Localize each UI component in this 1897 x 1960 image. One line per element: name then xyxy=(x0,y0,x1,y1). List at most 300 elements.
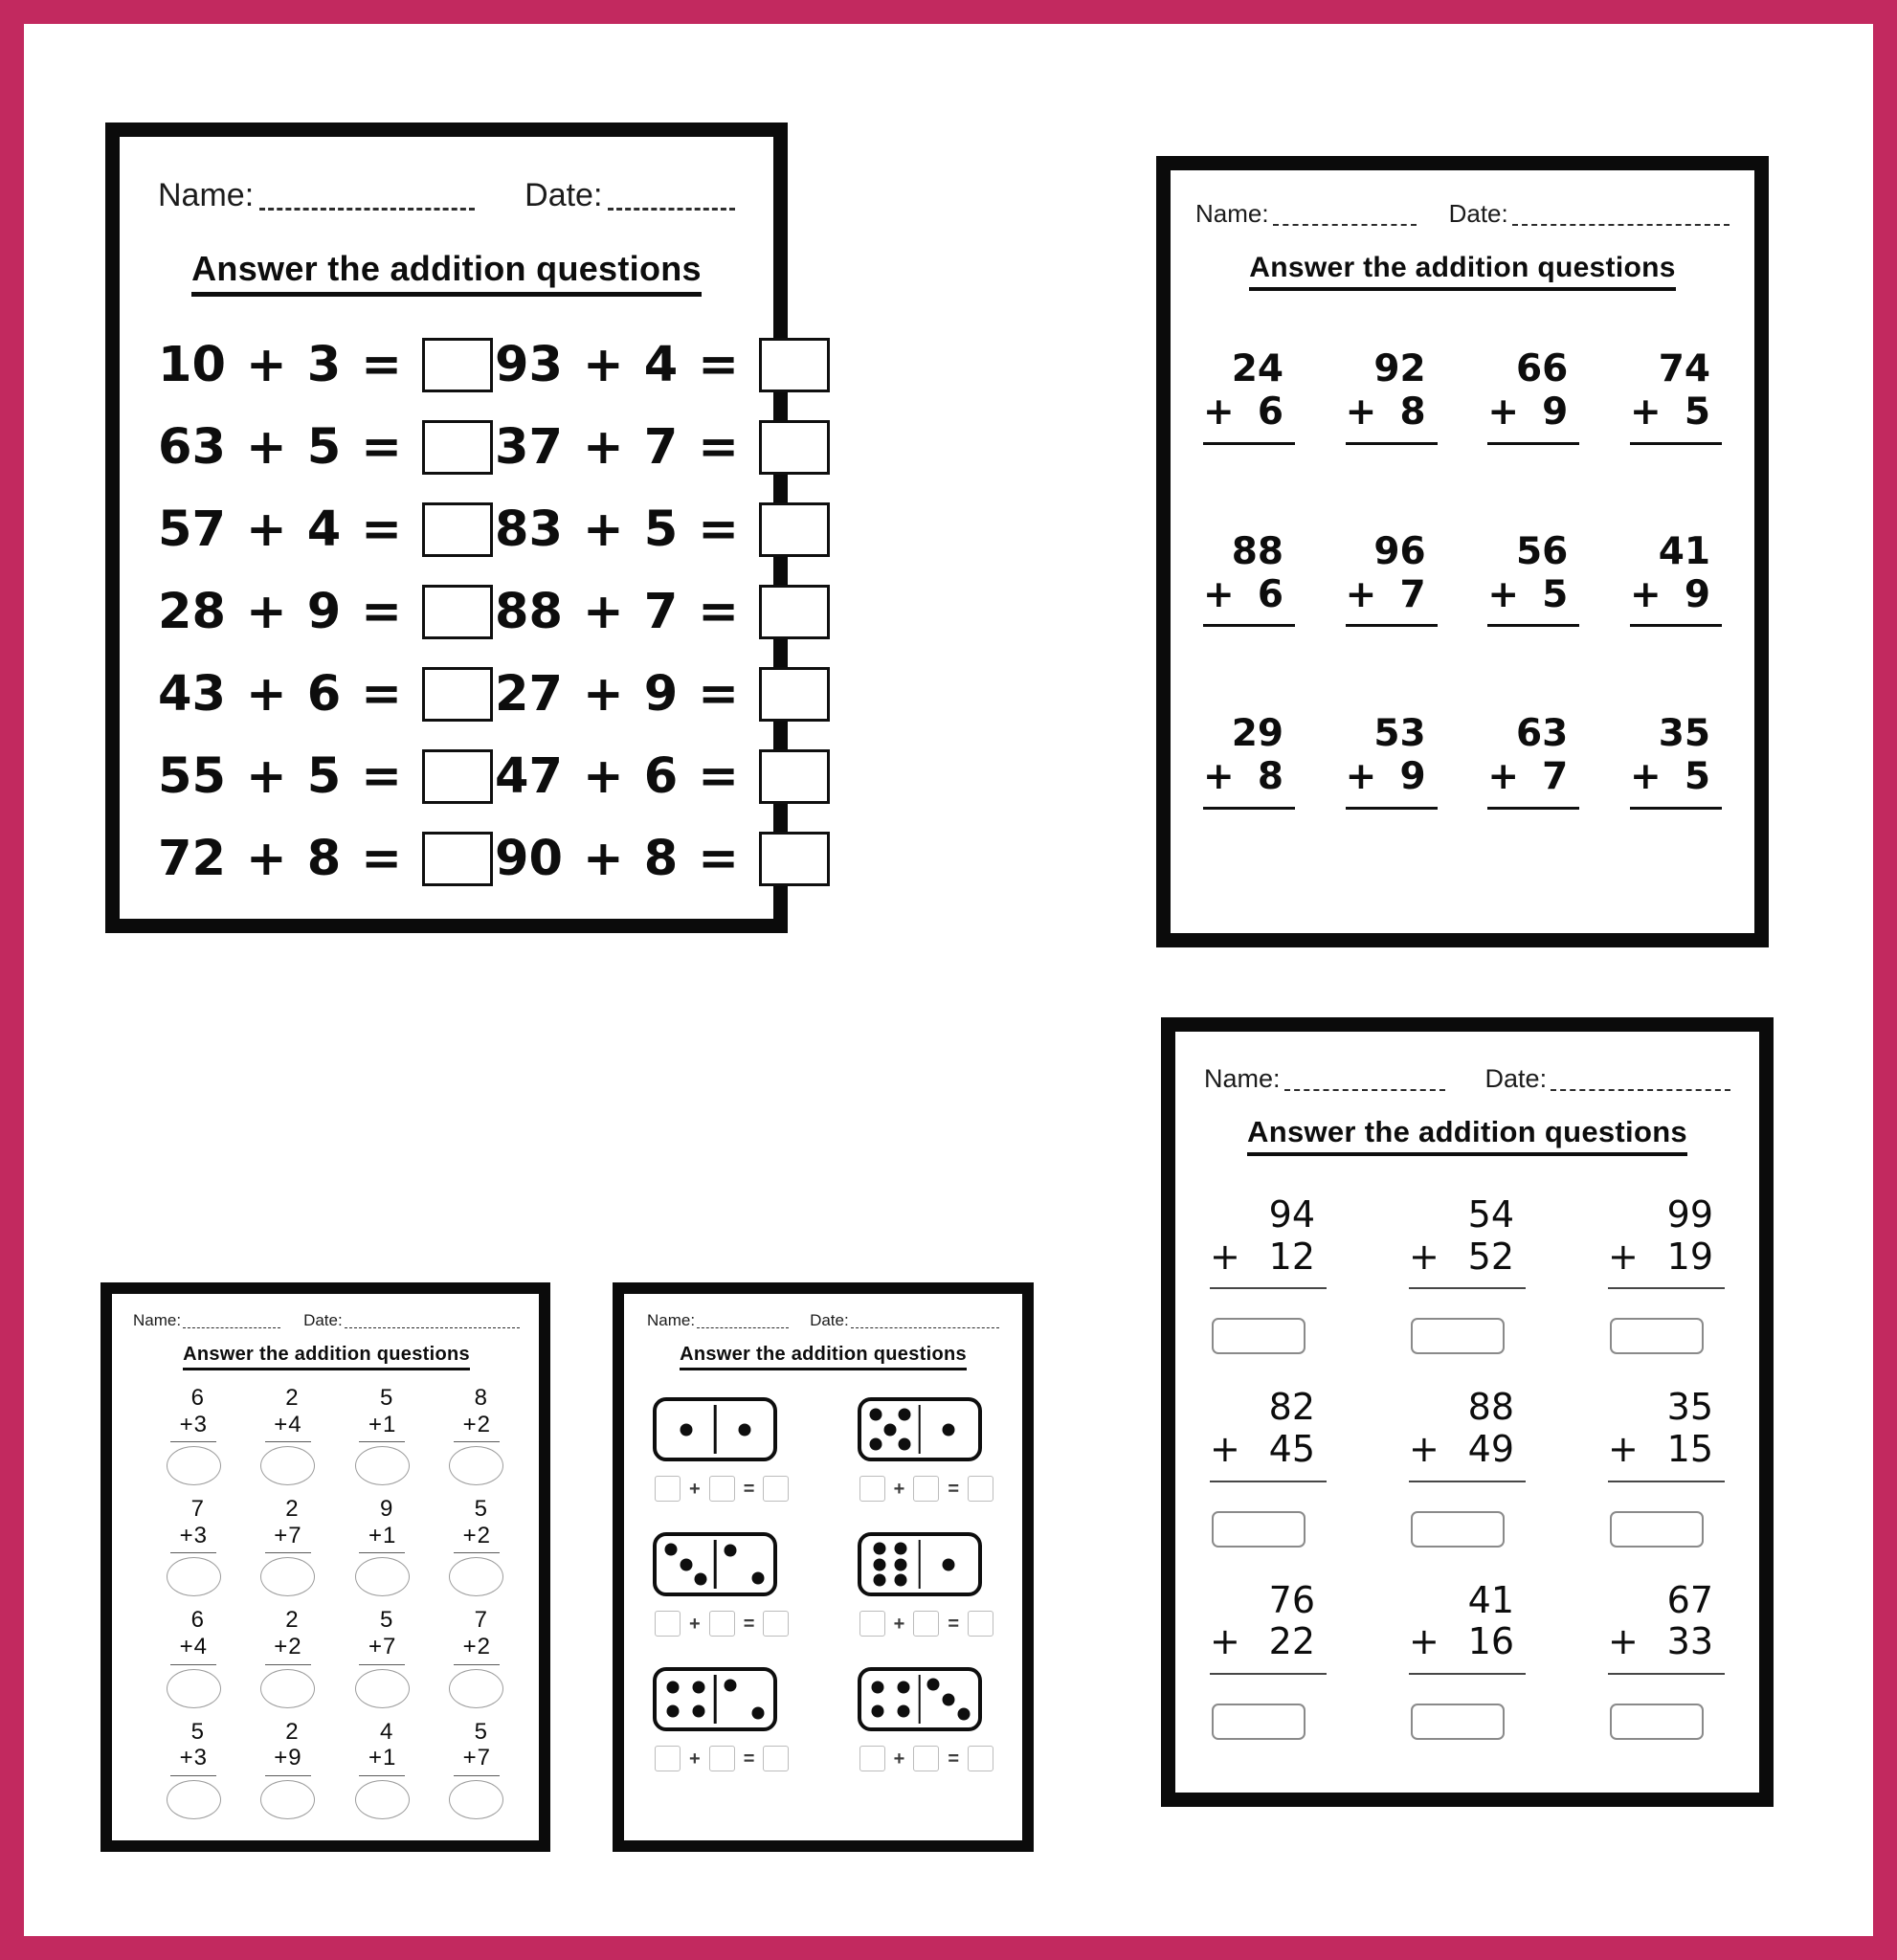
answer-box[interactable] xyxy=(759,502,830,557)
addend-row xyxy=(1210,1429,1327,1471)
addition-problem-vertical xyxy=(1203,531,1295,628)
name-line xyxy=(1273,201,1417,226)
addend-row xyxy=(1630,574,1722,617)
plus-sign: + xyxy=(245,583,287,640)
answer-box[interactable] xyxy=(763,1611,789,1637)
addition-problem-vertical xyxy=(359,1496,405,1553)
date-line xyxy=(1512,201,1730,226)
addend-row xyxy=(1346,391,1438,434)
date-line xyxy=(345,1312,520,1328)
sum-line xyxy=(454,1552,500,1553)
answer-box[interactable] xyxy=(1610,1511,1704,1548)
addend-row xyxy=(1630,756,1722,799)
name-line xyxy=(259,178,475,211)
addend-a: 24 xyxy=(1231,347,1283,390)
addition-problem-horizontal xyxy=(495,831,830,886)
addition-problem-vertical xyxy=(1630,531,1722,628)
answer-box[interactable] xyxy=(1610,1318,1704,1354)
domino-equation xyxy=(859,1476,993,1502)
addend-row xyxy=(1608,1429,1725,1471)
date-label: Date: xyxy=(303,1311,343,1329)
plus-sign: + xyxy=(1608,1620,1639,1663)
plus-sign: + xyxy=(1345,755,1377,799)
addend-b-box[interactable] xyxy=(913,1611,939,1637)
oval-problems-grid xyxy=(133,1385,520,1819)
addend-a: 5 xyxy=(190,1718,204,1745)
answer-box[interactable] xyxy=(1610,1704,1704,1740)
addend-b-box[interactable] xyxy=(709,1611,735,1637)
domino-pip xyxy=(752,1706,765,1719)
problem-cell xyxy=(166,1496,221,1596)
answer-oval[interactable] xyxy=(355,1446,410,1485)
domino-pip xyxy=(692,1681,704,1693)
domino-left-half xyxy=(861,1536,920,1592)
addition-problem-vertical xyxy=(1630,713,1722,810)
plus-sign: + xyxy=(1409,1235,1439,1278)
addend-b: 9 xyxy=(1399,755,1426,799)
equals-sign: = xyxy=(361,583,402,640)
domino-pip xyxy=(870,1437,882,1450)
addend-a: 43 xyxy=(158,665,226,723)
addition-problem-horizontal xyxy=(158,666,495,722)
addend-b: 7 xyxy=(382,1633,396,1659)
problem-cell xyxy=(449,1385,504,1485)
domino-pip xyxy=(871,1681,883,1693)
answer-box[interactable] xyxy=(1212,1511,1306,1548)
date-line xyxy=(1551,1065,1730,1091)
addend-row xyxy=(1210,1236,1327,1279)
addition-problem-vertical xyxy=(265,1719,311,1776)
domino-problems-grid xyxy=(647,1397,999,1771)
equals-sign: = xyxy=(361,747,402,805)
addend-a: 83 xyxy=(495,501,563,558)
plus-sign: + xyxy=(582,747,624,805)
answer-box[interactable] xyxy=(759,667,830,722)
plus-sign: + xyxy=(1487,755,1519,799)
answer-oval[interactable] xyxy=(449,1557,503,1596)
plus-sign: + xyxy=(1629,390,1662,434)
sum-line xyxy=(454,1664,500,1665)
sum-line xyxy=(1346,807,1438,810)
addend-a-box[interactable] xyxy=(859,1611,885,1637)
addend-row xyxy=(454,1523,500,1549)
sum-line xyxy=(1608,1287,1725,1289)
domino-left-half xyxy=(861,1401,920,1458)
addition-problem-vertical xyxy=(1409,1580,1526,1675)
addition-problem-vertical xyxy=(1487,348,1579,445)
worksheet-title: Answer the addition questions xyxy=(183,1344,470,1370)
addition-problem-horizontal xyxy=(495,337,830,392)
worksheet-title: Answer the addition questions xyxy=(191,249,702,297)
addend-a: 5 xyxy=(474,1496,487,1523)
sum-line xyxy=(1203,442,1295,445)
plus-sign: + xyxy=(582,665,624,723)
addition-problem-vertical xyxy=(1608,1580,1725,1675)
sum-line xyxy=(454,1775,500,1776)
sum-line xyxy=(265,1441,311,1442)
answer-oval[interactable] xyxy=(260,1669,315,1708)
title-row xyxy=(133,1344,520,1370)
plus-sign: + xyxy=(689,1478,701,1500)
problem-cell xyxy=(1409,1194,1526,1354)
sum-line xyxy=(1346,442,1438,445)
plus-sign: + xyxy=(1629,572,1662,616)
addend-a: 88 xyxy=(495,583,563,640)
addend-a: 7 xyxy=(474,1607,487,1634)
addend-a: 5 xyxy=(474,1718,487,1745)
plus-sign: + xyxy=(1203,572,1235,616)
domino-right-half xyxy=(920,1671,978,1727)
addend-a: 88 xyxy=(1231,529,1283,573)
addend-b: 7 xyxy=(1542,755,1569,799)
addend-row xyxy=(454,1412,500,1438)
plus-sign: + xyxy=(274,1411,288,1437)
answer-box[interactable] xyxy=(1212,1318,1306,1354)
addend-b: 3 xyxy=(193,1411,207,1437)
equals-sign: = xyxy=(743,1748,755,1770)
addition-problem-vertical xyxy=(1487,713,1579,810)
domino-pip xyxy=(667,1681,680,1693)
addend-b: 7 xyxy=(643,418,679,476)
plus-sign: + xyxy=(368,1411,382,1437)
addend-a: 8 xyxy=(474,1385,487,1411)
equals-sign: = xyxy=(948,1478,959,1500)
sum-line xyxy=(265,1552,311,1553)
sum-line xyxy=(1487,807,1579,810)
plus-sign: + xyxy=(1409,1620,1439,1663)
answer-oval[interactable] xyxy=(260,1780,315,1819)
addend-b: 2 xyxy=(477,1522,490,1548)
domino-pip xyxy=(695,1572,707,1585)
answer-oval[interactable] xyxy=(449,1446,503,1485)
sum-line xyxy=(1409,1287,1526,1289)
addend-a: 93 xyxy=(495,336,563,393)
plus-sign: + xyxy=(1487,572,1519,616)
answer-box[interactable] xyxy=(1411,1318,1505,1354)
addend-a: 6 xyxy=(190,1385,204,1411)
addend-a: 27 xyxy=(495,665,563,723)
plus-sign: + xyxy=(368,1522,382,1548)
plus-sign: + xyxy=(179,1633,193,1659)
answer-box[interactable] xyxy=(759,338,830,392)
domino-right-half xyxy=(920,1401,978,1458)
addend-b: 8 xyxy=(643,830,679,887)
addend-b: 2 xyxy=(477,1633,490,1659)
addend-b: 19 xyxy=(1666,1235,1713,1278)
domino-pip xyxy=(680,1558,692,1570)
addend-b: 5 xyxy=(1684,390,1710,434)
addend-row xyxy=(265,1634,311,1660)
addend-row xyxy=(265,1523,311,1549)
domino-right-half xyxy=(715,1401,773,1458)
answer-oval[interactable] xyxy=(355,1780,410,1819)
sum-line xyxy=(359,1441,405,1442)
addend-b-box[interactable] xyxy=(913,1746,939,1771)
worksheet-title: Answer the addition questions xyxy=(1247,1115,1687,1156)
plus-sign: + xyxy=(689,1748,701,1770)
domino-right-half xyxy=(715,1671,773,1727)
domino xyxy=(858,1397,982,1461)
domino-pip xyxy=(927,1679,940,1691)
plus-sign: + xyxy=(245,747,287,805)
addend-row xyxy=(359,1745,405,1771)
plus-sign: + xyxy=(462,1411,477,1437)
answer-box[interactable] xyxy=(422,502,493,557)
addend-a: 63 xyxy=(158,418,226,476)
problem-cell xyxy=(354,1719,410,1819)
answer-box[interactable] xyxy=(1411,1704,1505,1740)
addition-problem-vertical xyxy=(1210,1580,1327,1675)
addend-row xyxy=(359,1412,405,1438)
answer-oval[interactable] xyxy=(449,1780,503,1819)
sum-line xyxy=(359,1775,405,1776)
addend-a: 94 xyxy=(1268,1193,1315,1236)
problem-cell xyxy=(449,1496,504,1596)
name-label: Name: xyxy=(158,177,255,213)
problem-cell xyxy=(166,1385,221,1485)
addend-b: 7 xyxy=(1399,572,1426,616)
domino-pip xyxy=(897,1681,909,1693)
domino-pip xyxy=(943,1423,955,1436)
addition-problem-vertical xyxy=(170,1607,216,1664)
problem-cell xyxy=(260,1719,316,1819)
problem-cell xyxy=(1608,1580,1725,1740)
worksheet-header xyxy=(647,1311,999,1330)
addend-b-box[interactable] xyxy=(913,1476,939,1502)
sum-line xyxy=(1608,1673,1725,1675)
addend-a: 35 xyxy=(1666,1386,1713,1429)
domino-problem xyxy=(858,1397,993,1502)
addend-b: 2 xyxy=(477,1411,490,1437)
answer-box[interactable] xyxy=(422,749,493,804)
addend-row xyxy=(265,1745,311,1771)
sum-line xyxy=(359,1664,405,1665)
addend-b: 2 xyxy=(288,1633,301,1659)
date-label: Date: xyxy=(1448,199,1508,228)
plus-sign: + xyxy=(1345,572,1377,616)
name-line xyxy=(1284,1065,1445,1091)
answer-oval[interactable] xyxy=(355,1669,410,1708)
plus-sign: + xyxy=(582,830,624,887)
answer-box[interactable] xyxy=(759,585,830,639)
problem-cell xyxy=(260,1385,316,1485)
answer-box[interactable] xyxy=(968,1746,993,1771)
plus-sign: + xyxy=(179,1411,193,1437)
addend-b: 9 xyxy=(643,665,679,723)
addend-b: 9 xyxy=(1542,390,1569,434)
domino-pip xyxy=(680,1423,692,1436)
addition-problem-vertical xyxy=(1608,1194,1725,1289)
answer-box[interactable] xyxy=(422,667,493,722)
answer-box[interactable] xyxy=(759,420,830,475)
addend-a: 72 xyxy=(158,830,226,887)
equals-sign: = xyxy=(948,1748,959,1770)
equals-sign: = xyxy=(743,1613,755,1635)
addition-problem-vertical xyxy=(1203,713,1295,810)
addend-row xyxy=(265,1412,311,1438)
addend-b: 9 xyxy=(306,583,342,640)
addition-problem-horizontal xyxy=(158,337,495,392)
addend-a: 76 xyxy=(1268,1578,1315,1621)
plus-sign: + xyxy=(368,1633,382,1659)
addend-a: 41 xyxy=(1658,529,1710,573)
addend-row xyxy=(170,1634,216,1660)
domino-pip xyxy=(957,1707,970,1720)
addition-problem-vertical xyxy=(359,1719,405,1776)
plus-sign: + xyxy=(582,583,624,640)
answer-oval[interactable] xyxy=(167,1446,221,1485)
problem-cell xyxy=(354,1385,410,1485)
domino-left-half xyxy=(657,1401,715,1458)
domino-pip xyxy=(895,1542,907,1554)
equals-sign: = xyxy=(698,583,739,640)
answer-box[interactable] xyxy=(968,1611,993,1637)
answer-box[interactable] xyxy=(763,1476,789,1502)
addend-row xyxy=(1487,574,1579,617)
addend-b: 4 xyxy=(643,336,679,393)
horizontal-problems-grid xyxy=(158,336,739,887)
worksheet-dominoes xyxy=(613,1282,1034,1852)
domino-right-half xyxy=(920,1536,978,1592)
addend-b-box[interactable] xyxy=(709,1476,735,1502)
addend-b: 5 xyxy=(643,501,679,558)
addend-a-box[interactable] xyxy=(655,1746,681,1771)
addend-a: 55 xyxy=(158,747,226,805)
domino-equation xyxy=(655,1476,789,1502)
addend-b: 6 xyxy=(1257,390,1283,434)
addend-a-box[interactable] xyxy=(859,1746,885,1771)
answer-oval[interactable] xyxy=(167,1780,221,1819)
answer-box[interactable] xyxy=(1212,1704,1306,1740)
plus-sign: + xyxy=(462,1522,477,1548)
answer-oval[interactable] xyxy=(260,1446,315,1485)
answer-box[interactable] xyxy=(763,1746,789,1771)
addend-b: 1 xyxy=(382,1522,396,1548)
domino-problem xyxy=(858,1667,993,1771)
title-row xyxy=(1195,252,1730,291)
plus-sign: + xyxy=(582,418,624,476)
addend-row xyxy=(1210,1621,1327,1663)
addend-row xyxy=(1346,574,1438,617)
addend-b: 6 xyxy=(306,665,342,723)
addend-b: 6 xyxy=(1257,572,1283,616)
domino xyxy=(653,1532,777,1596)
addend-a: 9 xyxy=(379,1496,393,1523)
addend-b: 52 xyxy=(1467,1235,1514,1278)
addend-b: 49 xyxy=(1467,1428,1514,1471)
addition-problem-vertical xyxy=(1487,531,1579,628)
addition-problem-vertical xyxy=(1210,1387,1327,1481)
answer-oval[interactable] xyxy=(355,1557,410,1596)
addition-problem-vertical xyxy=(1210,1194,1327,1289)
answer-oval[interactable] xyxy=(449,1669,503,1708)
plus-sign: + xyxy=(179,1745,193,1771)
domino-pip xyxy=(724,1545,736,1557)
equals-sign: = xyxy=(698,747,739,805)
equals-sign: = xyxy=(361,501,402,558)
domino-equation xyxy=(655,1746,789,1771)
equals-sign: = xyxy=(361,665,402,723)
worksheet-header xyxy=(133,1311,520,1330)
domino-pip xyxy=(738,1423,750,1436)
addend-b: 4 xyxy=(193,1633,207,1659)
sum-line xyxy=(1210,1673,1327,1675)
addend-row xyxy=(170,1523,216,1549)
addend-a: 5 xyxy=(379,1607,393,1634)
domino-pip xyxy=(943,1693,955,1705)
equals-sign: = xyxy=(698,665,739,723)
addend-row xyxy=(454,1745,500,1771)
addend-a: 88 xyxy=(1467,1386,1514,1429)
plus-sign: + xyxy=(462,1745,477,1771)
sum-line xyxy=(170,1441,216,1442)
domino-right-half xyxy=(715,1536,773,1592)
domino-equation xyxy=(859,1611,993,1637)
answer-box[interactable] xyxy=(968,1476,993,1502)
title-row xyxy=(647,1344,999,1370)
addition-problem-horizontal xyxy=(495,501,830,557)
answer-box[interactable] xyxy=(1411,1511,1505,1548)
problem-cell xyxy=(1210,1580,1327,1740)
addend-b: 1 xyxy=(382,1411,396,1437)
addition-problem-vertical xyxy=(265,1496,311,1553)
addend-a: 96 xyxy=(1373,529,1426,573)
domino-pip xyxy=(870,1409,882,1421)
sum-line xyxy=(265,1775,311,1776)
sum-line xyxy=(1346,624,1438,627)
plus-sign: + xyxy=(689,1613,701,1635)
addend-b: 33 xyxy=(1666,1620,1713,1663)
worksheet-horizontal-addition xyxy=(105,122,788,933)
addend-row xyxy=(1608,1621,1725,1663)
name-line xyxy=(697,1312,789,1328)
answer-box[interactable] xyxy=(759,749,830,804)
equals-sign: = xyxy=(361,336,402,393)
plus-sign: + xyxy=(893,1748,905,1770)
addition-problem-vertical xyxy=(1608,1387,1725,1481)
addend-b-box[interactable] xyxy=(709,1746,735,1771)
title-row xyxy=(158,249,735,297)
addend-a-box[interactable] xyxy=(859,1476,885,1502)
addition-problem-vertical xyxy=(1346,348,1438,445)
name-line xyxy=(183,1312,280,1328)
addition-problem-vertical xyxy=(1203,348,1295,445)
sum-line xyxy=(359,1552,405,1553)
answer-oval[interactable] xyxy=(167,1669,221,1708)
problem-cell xyxy=(166,1607,221,1707)
addend-a: 5 xyxy=(379,1385,393,1411)
addend-a: 47 xyxy=(495,747,563,805)
answer-box[interactable] xyxy=(422,420,493,475)
answer-box[interactable] xyxy=(759,832,830,886)
addend-a-box[interactable] xyxy=(655,1611,681,1637)
domino-pip xyxy=(667,1705,680,1718)
answer-box[interactable] xyxy=(422,832,493,886)
addend-a: 74 xyxy=(1658,347,1710,390)
plus-sign: + xyxy=(1210,1428,1240,1471)
addition-problem-vertical xyxy=(170,1385,216,1442)
answer-box[interactable] xyxy=(422,338,493,392)
sum-line xyxy=(1630,807,1722,810)
sum-line xyxy=(1608,1481,1725,1482)
date-line xyxy=(608,178,735,211)
answer-box[interactable] xyxy=(422,585,493,639)
plus-sign: + xyxy=(1608,1428,1639,1471)
answer-oval[interactable] xyxy=(260,1557,315,1596)
date-label: Date: xyxy=(1484,1064,1548,1093)
addend-a-box[interactable] xyxy=(655,1476,681,1502)
answer-oval[interactable] xyxy=(167,1557,221,1596)
